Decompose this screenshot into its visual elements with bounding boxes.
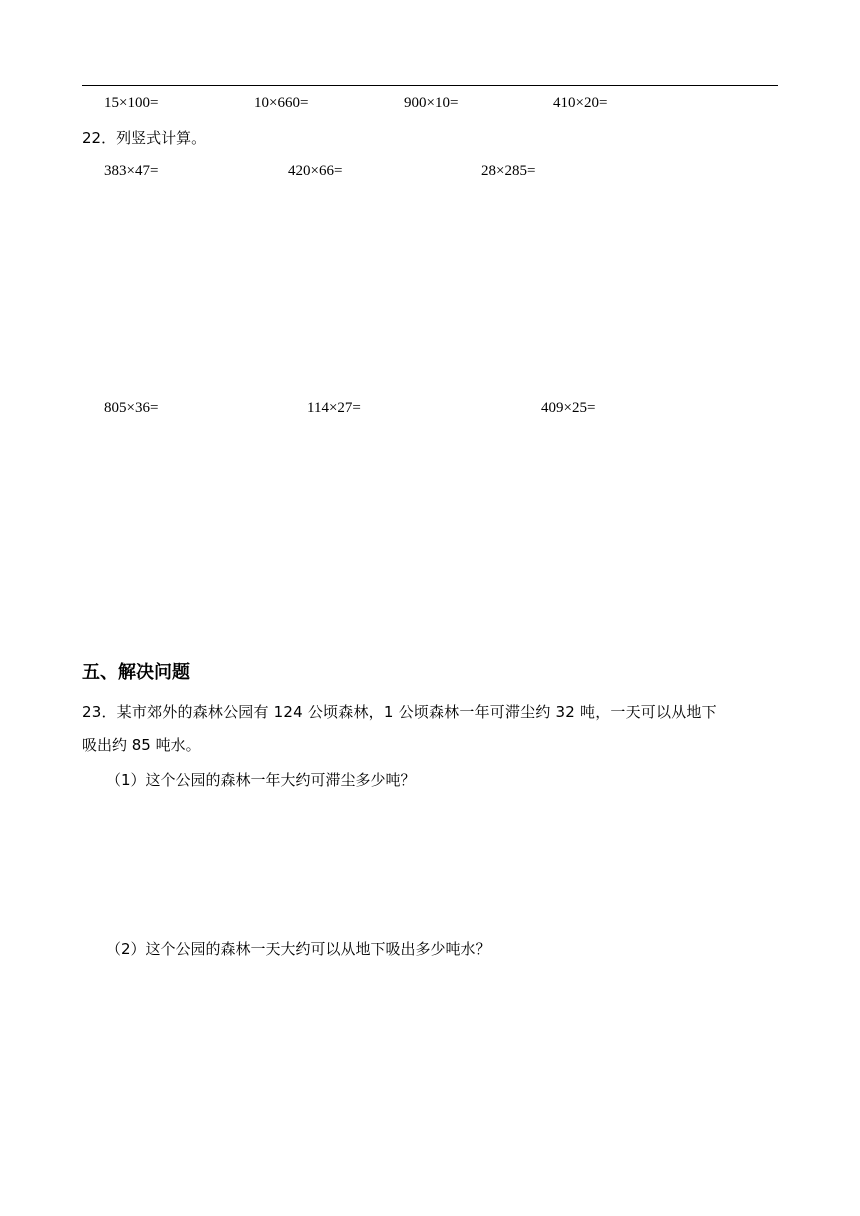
question-23-sub-1: （1）这个公园的森林一年大约可滞尘多少吨？ xyxy=(106,771,416,789)
vertical-calc-item: 28×285= xyxy=(481,163,536,179)
question-23-text-cont: 吸出约 85 吨水。 xyxy=(82,736,201,754)
vertical-calc-item: 114×27= xyxy=(307,400,361,416)
vertical-calc-item: 805×36= xyxy=(104,400,159,416)
calc-item: 15×100= xyxy=(104,95,159,111)
header-rule xyxy=(82,85,778,86)
calc-item: 410×20= xyxy=(553,95,608,111)
section-title: 五、解决问题 xyxy=(82,662,190,683)
vertical-calc-item: 383×47= xyxy=(104,163,159,179)
calc-item: 900×10= xyxy=(404,95,459,111)
vertical-calc-item: 409×25= xyxy=(541,400,596,416)
question-23-text: 23．某市郊外的森林公园有 124 公顷森林，1 公顷森林一年可滞尘约 32 吨，一天可以从地下 xyxy=(82,703,717,721)
vertical-calc-item: 420×66= xyxy=(288,163,343,179)
calc-item: 10×660= xyxy=(254,95,309,111)
question-23-sub-2: （2）这个公园的森林一天大约可以从地下吸出多少吨水？ xyxy=(106,940,491,958)
question-22-label: 22．列竖式计算。 xyxy=(82,129,207,147)
